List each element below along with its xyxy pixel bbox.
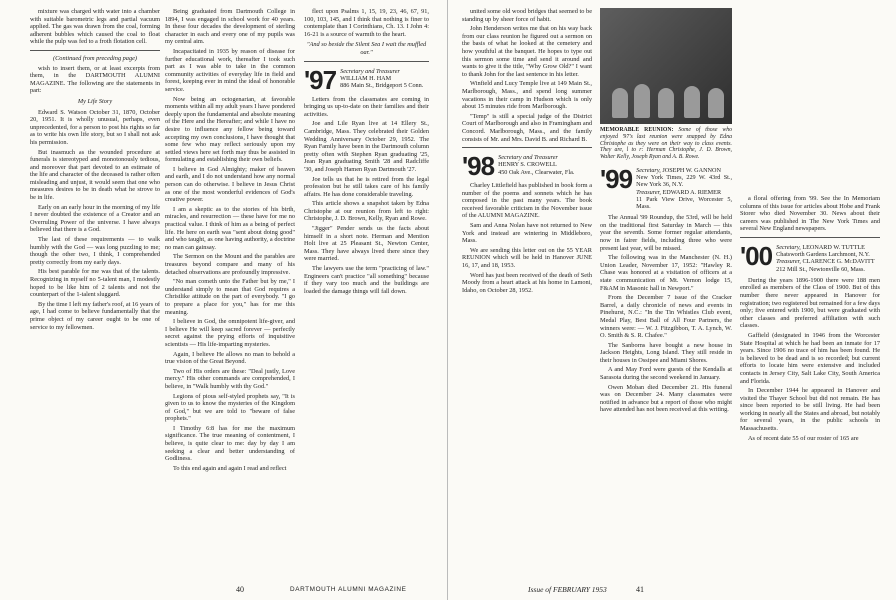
secretary-label: Secretary, (776, 243, 801, 251)
class-year: '99 (600, 163, 633, 194)
paragraph: To this end again and again I read and reflect (173, 464, 287, 472)
paragraph: The last of these requirements — to walk humbly with the God — was long puzzling to me; though the other two, I think, I comprehended pretty correctly from my early days. (30, 236, 160, 266)
paragraph: Gaffield (designated in 1946 from the Worcester State Hospital at which he had been an inmate for 17 years. Since 1906 no trace of him has been found. He is believed to be dead and is so recorded; but current efforts to locate him were extensive and included contacts in Jersey City, Salt Lake City, South America and Florida. (740, 331, 880, 385)
paragraph: His best parable for me was that of the talents. Recognizing in myself no 5-talent man, I modestly hoped to be like him of 2 talents and not the counterpart of the 1-talent sluggard. (30, 268, 160, 299)
page-number: 40 (236, 585, 244, 594)
paragraph: But inasmuch as the wounded procedure at funerals is stereotyped and monotonously tedious, and moreover that part devoted to an estimate of the life and character of the deceased is rather often misleading and unjust, it would seem that one who measures desires to be in death what he strove to be in life. (30, 148, 160, 202)
secretary-label: Secretary and Treasurer (340, 67, 400, 75)
treasurer-address: 11 Park View Drive, Worcester 5, Mass. (636, 195, 732, 210)
paragraph: united some old wood bridges that seemed to be standing up by sheer force of habit. (462, 8, 592, 23)
paragraph: I believe in God, the omnipotent life-giver, and I believe He will keep sacred forever — perfectly secret against the prying efforts of inquisitive scientists — His life-imparting mysteries. (165, 318, 295, 348)
divider (462, 147, 592, 148)
class-header-98 (462, 151, 592, 182)
paragraph: The lawyers use the term "practicing of law." Engineers can't practice "all something" because if they vary too much and the buildings are loaded the damage things will fall down. (304, 265, 429, 295)
paragraph: Joe tells us that he is retired from the legal profession but he still takes care of his family affairs. He has done considerable traveling. (304, 175, 429, 198)
closing-quote: "And so beside the Silent Sea I wait the muffled oar." (306, 41, 427, 56)
paragraph: Edward S. Watson October 31, 1870, October 20, 1951. It is wholly unusual, perhaps, even unprecedented, for a person to post his rights so far as to write his own life story, but so I shall not ask his permission. (30, 108, 160, 146)
right-page (448, 0, 896, 600)
paragraph: In December 1944 he appeared in Hanover and visited the Thayer School but did not remain. He has since been reported to be still living. He had been working in nearly all the States and abroad, but notably for several years, in the public schools in Massachusetts. (740, 387, 880, 433)
paragraph: "Jigger" Pender sends us the facts about himself in a short note. Herman and Mention Holt live at 25 Pleasant St., Newton Center, Mass. They have always lived there since they were married. (304, 225, 429, 263)
class-year: '97 (304, 64, 337, 95)
continued-note: (Continued from preceding page) (53, 54, 137, 62)
paragraph: "Temp" is still a special judge of the District Court of Marlborough and also in Framingham and Concord. Marlborough, Mass., and the family consists of Mr. and Mrs. David B. and Richard B. (462, 112, 592, 143)
paragraph: I Timothy 6:8 has for me the maximum significance. The true meaning of contentment, I believe, is quite clear to me: day by day I am seeking a clear and better understanding of Godliness. (165, 424, 295, 463)
caption-text: Some of those who enjoyed '97's last reunion were snapped by Edna Christophe as they were on their way to class events. They are, l to r: Herman Christophe, J. D. Brown, Walter Kelly, Joseph Ryan and A. B. Rowe. (600, 127, 732, 161)
paragraph: Joe and Lile Ryan live at 14 Ellery St., Cambridge, Mass. They celebrated their Golden Wedding Anniversary October 29, 1952. The Ryan Family have been in the Dartmouth column pretty often with Stephen Ryan graduating '25, Jean Ryan graduating Smith '28 and Radcliffe '30, and Joseph Hamen Ryan Dartmouth '27. (304, 120, 429, 173)
secretary-label: Secretary, (636, 166, 661, 174)
paragraph: Two of His orders are these: "Deal justly, Love mercy." His other commands are comprehended, I believe, in "Walk humbly with thy God." (165, 367, 295, 390)
paragraph: Winfield and Lucy Temple live at 149 Main St., Marlborough, Mass., and spend long summer vacations in their camp in Hudson which is only about 15 minutes ride from Marlborough. (462, 80, 592, 111)
treasurer-label: Treasurer, (776, 258, 801, 266)
paragraph: flect upon Psalms 1, 15, 19, 23, 46, 67, 91, 100, 103, 145, and I think that nothing is finer to contemplate than I Corinthians, Ch. 13. I John 4: 16-21 is a source of warmth to the heart. (304, 8, 429, 38)
photo-caption (600, 127, 732, 161)
right-column-2 (600, 8, 732, 573)
secretary-name: JOSEPH W. GANNON (662, 166, 721, 174)
class-officers (776, 244, 875, 273)
paragraph: Now being an octogenarian, at favorable moments within all my adult years I have pondered deeply upon the fundamental and absolute meaning of the Here and the Hereafter; and while I have no desire to influence any fellow being toward accepting my own conclusions, I have thought that some few who may reflect seriously upon my settled views here set forth may thus be assisted in formulating and establishing their own beliefs. (165, 95, 295, 164)
paragraph: I am a skeptic as to the stories of his birth, miracles, and resurrection — these have for me no practical value. I think of him as a being of perfect life. He here on earth was "sent about doing good" and who taught, as one having authority, a doctrine no man can gainsay. (165, 205, 295, 251)
paragraph: This article shows a snapshot taken by Edna Christophe at our reunion from left to right: Christophe, J. D. Brown, Kelly, Ryan and Rowe. (304, 200, 429, 223)
divider (304, 61, 429, 62)
paragraph: John Henderson writes me that on his way back from our class reunion he figured out a sermon on the basis of what he looked at the cemetery and how youthful at the banquet. He hopes to type out this sermon some time and send it around and wants to give it the title, "Why Grow Old?" I want to thank John for the last sentence in his letter. (462, 25, 592, 78)
person-silhouette (658, 88, 674, 118)
paragraph: By the time I left my father's roof, at 16 years of age, I had come to believe fundamentally that the prime object of my career ought to be one of service to my fellowmen. (30, 300, 160, 331)
paragraph: We are sending this letter out on the 55 YEAR REUNION which will be held in Hanover JUNE 16, 17, and 18, 1953. (462, 246, 592, 270)
person-silhouette (634, 84, 650, 118)
issue-label: Issue of FEBRUARY 1953 (528, 585, 607, 594)
paragraph: Charley Littlefield has published in book form a number of the poems and sonnets which he has composed in the past many years. The book received favorable criticism in the November issue of the ALUMNI MAGAZINE. (462, 182, 592, 220)
paragraph: wish to insert them, or at least excerpts from them, in the DARTMOUTH ALUMNI MAGAZINE. The following are the statements in part: (30, 64, 160, 95)
paragraph: mixture was charged with water into a chamber with suitable barometric legs and partial vacuum applied. The gas was drawn from the coal, forming adherent bubbles which caused the coal to float while the pulp was fed to a froth flotation cell. (30, 8, 160, 46)
paragraph: Being graduated from Dartmouth College in 1894, I was engaged in school work for 40 years. In these four decades the development of sterling character in each and every one of my pupils was my central aim. (165, 8, 295, 46)
caption-label: MEMORABLE REUNION: (600, 127, 674, 133)
paragraph: I believe in God Almighty; maker of heaven and earth, and I do not understand how any normal person can do otherwise. I believe in Jesus Christ as one of the most wonderful evidences of God's creative power. (165, 165, 295, 204)
treasurer-name: EDWARD A. RIEMER (662, 188, 722, 196)
secretary-address: Chatsworth Gardens Larchmont, N.Y. (776, 251, 870, 259)
treasurer-address: 212 Mill St., Newtonville 60, Mass. (776, 265, 865, 273)
paragraph: The following was in the Manchester (N. H.) Union Leader, November 17, 1952: "Hawley R. Chase was honored at a visitation of officers at a state communication of Mt. Vernon lodge 15, F&AM in Masonic hall in Newport." (600, 254, 732, 292)
paragraph: Word has just been received of the death of Seth Moody from a heart attack at his home in Lamoni, Idaho, on October 28, 1952. (462, 271, 592, 294)
paragraph: Incapacitated in 1935 by reason of disease for further educational work, thereafter I took such part as I was able to take in the common community activities of everyday life in field and forest, keeping ever in mind the ideal of honorable service. (165, 47, 295, 93)
paragraph: The Sermon on the Mount and the parables are treasures beyond compare and many of his detached observations are profoundly impressive. (165, 253, 295, 276)
paragraph: As of recent date 55 of our roster of 165 are (748, 434, 859, 442)
secretary-name: LEONARD W. TUTTLE (802, 243, 865, 251)
paragraph: Again, I believe He allows no man to behold a true vision of the Great Beyond. (165, 350, 295, 366)
class-officers (498, 154, 574, 176)
paragraph: "No man cometh unto the Father but by me," I understand simply to mean that God requires a Christlike attitude on the part of everybody. "I go to prepare a place for you," has for me this meaning. (165, 278, 295, 316)
secretary-label: Secretary and Treasurer (498, 154, 558, 162)
class-year: '00 (740, 240, 773, 271)
paragraph: A and May Ford were guests of the Kendalls at Sarasota during the second weekend in January. (600, 366, 732, 382)
story-title: My Life Story (77, 97, 113, 105)
class-header-00 (740, 240, 880, 273)
paragraph: Owen Moban died December 21. His funeral was on December 24. Many classmates were notified in advance but a report of those who might have attended has not been received at this writing. (600, 383, 732, 414)
divider (30, 50, 160, 51)
right-column-3 (740, 195, 880, 573)
class-header-99 (600, 163, 732, 210)
paragraph: a floral offering from '99. See the In Memoriam columns of this issue for articles about Hobe and Frank Storer who died November 30. News about their careers was published in The New York Times and several New England newspapers. (740, 195, 880, 233)
paragraph: From the December 7 issue of the Cracker Barrel, a daily chronicle of news and events in Pinehurst, N.C.: "In the Tin Whistles Club event, Medal Play, Best Ball of All Four Partners, the winners were: — W. J. Fitzgibbon, T. A. Lynch, W. O. Smith & S. R. Chafee." (600, 294, 732, 340)
treasurer-name: CLARENCE G. McDAVITT (802, 258, 875, 266)
class-officers (636, 167, 732, 210)
secretary-name: WILLIAM H. HAM (340, 74, 392, 82)
reunion-photo (600, 8, 732, 124)
paragraph: Legions of pious self-styled prophets say, "It is given to us to know the mysteries of the Kingdom of God," but we are told to "beware of false prophets." (165, 392, 295, 423)
person-silhouette (612, 88, 628, 118)
secretary-name: HENRY S. CROWELL (498, 161, 557, 169)
paragraph: Sam and Anna Nolan have not returned to New York and instead are wintering in Middleboro, Mass. (462, 222, 592, 245)
paragraph: Letters from the classmates are coming in bringing us up-to-date on their families and their activities. (304, 95, 429, 118)
secretary-address: 450 Oak Ave., Clearwater, Fla. (498, 168, 575, 176)
person-silhouette (684, 86, 700, 118)
right-column-1 (462, 8, 592, 573)
person-silhouette (708, 88, 724, 118)
divider (740, 237, 880, 238)
paragraph: The Sanborns have bought a new house in Jackson Heights, Long Island. They still reside in their houses in Ossipee and Miami Shores. (600, 341, 732, 364)
paragraph: The Annual '99 Roundup, the 53rd, will be held on the traditional first Saturday in March — this year the seventh. Some former regular attendants, now in fairer fields, including three who were present last year, will be missed. (600, 214, 732, 252)
class-header-97 (304, 64, 429, 95)
left-column-1 (30, 8, 160, 573)
secretary-address: New York Times, 229 W. 43rd St., New York 36, N.Y. (636, 174, 732, 189)
class-year: '98 (462, 151, 495, 182)
left-column-3 (304, 8, 429, 573)
page-number: 41 (636, 585, 644, 594)
paragraph: During the years 1896-1900 there were 188 men enrolled as members of the Class of 1900. But of this number there never appeared in Hanover for registration; two registered but remained for a few days only; five entered with 1900, but were graduated with other classes and preferred affiliation with such classes. (740, 276, 880, 330)
magazine-title: DARTMOUTH ALUMNI MAGAZINE (290, 586, 407, 593)
class-officers (340, 68, 423, 90)
paragraph: Early on an early hour in the morning of my life I never doubted the existence of a Creator and an Overruling Power of the universe. I have always believed that there is a God. (30, 203, 160, 234)
left-column-2 (165, 8, 295, 573)
secretary-address: 886 Main St., Bridgeport 5 Conn. (340, 81, 424, 89)
treasurer-label: Treasurer, (636, 188, 661, 196)
